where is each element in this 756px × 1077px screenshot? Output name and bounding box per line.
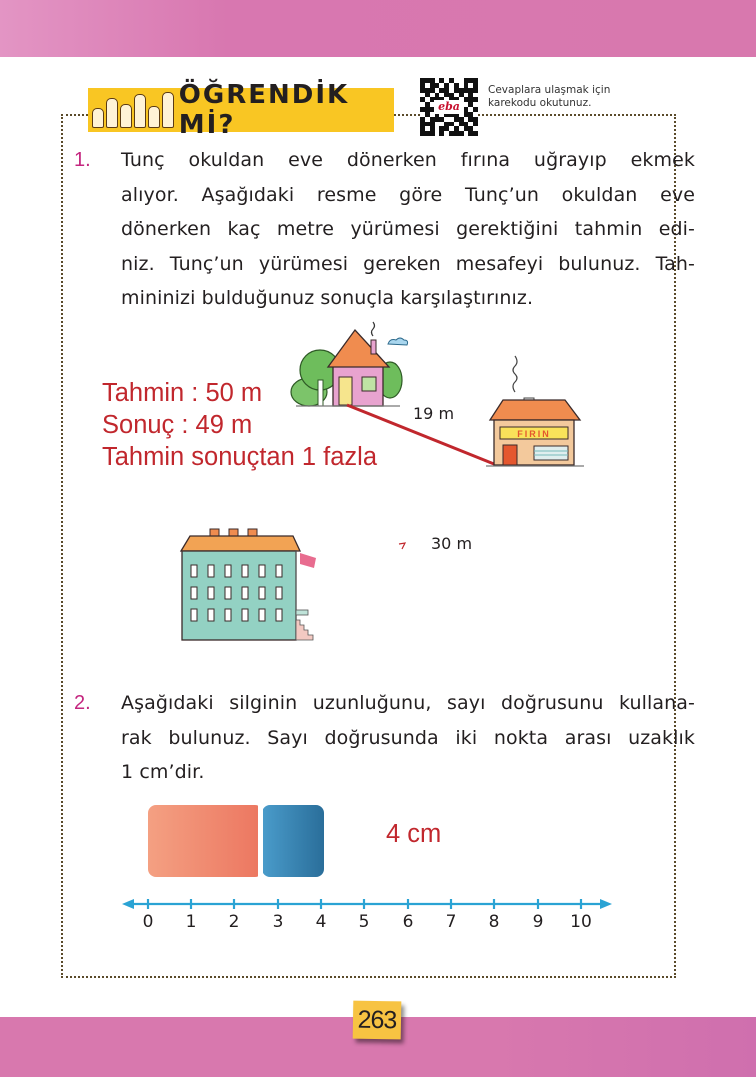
handwritten-answer-1: [102, 377, 377, 473]
page-number: 263: [353, 1001, 402, 1040]
svg-text:FIRIN: FIRIN: [517, 429, 551, 439]
section-title: ÖĞRENDİK Mİ?: [178, 80, 350, 140]
bakery-icon: [486, 356, 584, 466]
number-line-label: 4: [315, 912, 327, 932]
number-line-label: 1: [185, 912, 197, 932]
number-line-label: 6: [402, 912, 414, 932]
distance-home-bakery: 19 m: [413, 404, 455, 423]
eraser-icon: [148, 805, 324, 877]
answer-result: Sonuç : 49 m: [102, 411, 253, 439]
qr-instruction: Cevaplara ulaşmak için karekodu okutunuz.: [488, 84, 611, 109]
number-line-label: 3: [272, 912, 284, 932]
number-line-label: 7: [445, 912, 457, 932]
question-1-number: 1.: [74, 149, 91, 171]
number-line-label: 10: [570, 912, 592, 932]
number-line-label: 2: [228, 912, 240, 932]
number-line-label: 5: [358, 912, 370, 932]
question-2-number: 2.: [74, 692, 91, 714]
number-line: [122, 899, 612, 909]
distance-school-bakery: 30 m: [431, 534, 473, 553]
question-2-text: Aşağıdaki silginin uzunluğunu, sayı doğrusunu kullana- rak bulunuz. Sayı doğrusunda iki nokta arası uzaklık 1 cm’dir.: [121, 692, 695, 783]
number-line-label: 8: [488, 912, 500, 932]
qr-logo: eba: [434, 100, 464, 114]
answer-comparison: Tahmin sonuçtan 1 fazla: [102, 443, 377, 471]
school-icon: [181, 529, 316, 640]
number-line-label: 0: [142, 912, 154, 932]
question-1-text: Tunç okuldan eve dönerken fırına uğrayıp ekmek alıyor. Aşağıdaki resme göre Tunç’un okuldan eve dönerken kaç metre yürümesi gerektiğini tahmin edi- niz. Tunç’un yürümesi gereken mesafeyi bulunuz. Tah- mininizi bulduğunuz sonuçla karşılaştırınız.: [121, 149, 695, 309]
handwritten-answer-2: 4 cm: [386, 820, 442, 848]
answer-estimate: Tahmin : 50 m: [102, 379, 263, 407]
number-line-label: 9: [532, 912, 544, 932]
